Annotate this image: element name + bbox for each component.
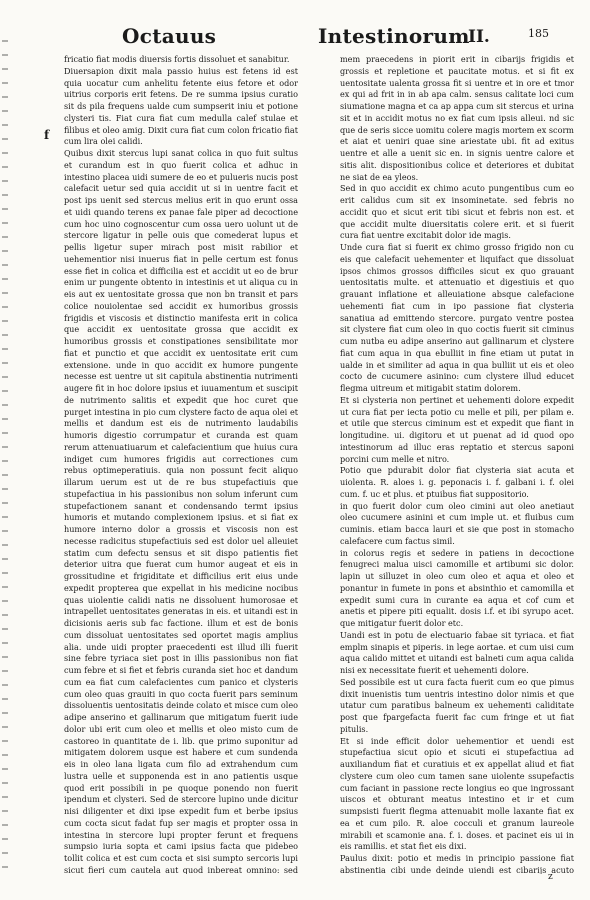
paragraph: in colorus regis et sedere in patiens in decoctione fenugreci malua uisci camomille et artibumi sic dolor. lapin ut silluzet in oleo cum oleo et aqua et oleo et ponantur in fumete in pons et absinthio et camomilla et expedit sumi cura in curante ea aqua et cof cum et anetis et pipere piti equalit. dosis i.f. et ibi syrupo acet. que mitigatur fuerit dolor etc. bbox=[340, 547, 574, 628]
paragraph: Et si clysteria non pertinet et uehementi dolore expedit ut cura fiat per iecta potio cu melle et pili, per pilam e. et utile que stercus ciminum est et expedit que fiant in longitudine. ui. digitoru et ut puenat ad id quod opo intestinorum ad illuc eras reptatio et stercus saponi porcini cum melle et nitro. bbox=[340, 394, 574, 464]
running-head-right: Intestinorum bbox=[318, 24, 470, 48]
gutter-marks bbox=[2, 40, 8, 870]
left-text-column bbox=[64, 54, 298, 874]
right-text-column bbox=[340, 54, 574, 874]
margin-mark: f bbox=[44, 128, 50, 142]
folio-number: 185 bbox=[528, 27, 549, 40]
paragraph: in quo fuerit dolor cum oleo cimini aut oleo anetiaut oleo cucumere asinini et cum imple ut. et fluibus cum cuminis. etiam bacca lauri et sie que post in stomacho calefacere cum factus simil. bbox=[340, 500, 574, 546]
paragraph: Uandi est in potu de electuario fabae sit tyriaca. et fiat emplm sinapis et piperis. in lege aortae. et cum uisi cum aqua calido mittet et uitandi est balneti cum aqua calida nisi ex necessitate fuerit et uehementi dolore. bbox=[340, 629, 574, 675]
paragraph: mem praecedens in piorit erit in cibarijs frigidis et grossis et repletione et paucitate motus. et si fit ex uentositate ualenta grossa fit si uentre et in ore et tmor ex qui ad frit in in ab apa calm. sensus calitate loci cum siumatione magna et ca ap appa cum sit stercus et urina sit et in accidit motus no ex fiat cum ipsis alleui. nd sic que de seris sicce uomitu colere magis mortem ex scorm et aiat et ueniri quae sine ariestate ubi. fit ad exitus uentre et alle a uenit sic en. in signis uentre calore et sitis alit. dispositionibus colice et deteriores et dubitat ne siat de ea yleos. bbox=[340, 54, 574, 182]
book-number: II. bbox=[468, 27, 490, 47]
paragraph: Sed in quo accidit ex chimo acuto pungentibus cum eo erit calidus cum sit ex insominetate. sed febris no accidit quo et sicut erit tibi sicut et febris non est. et que accidit multe diuersitatis colere erit. et si fuerit cura fiat uentre excitabit dolor ide magis. bbox=[340, 183, 574, 241]
running-head-left: Octauus bbox=[122, 24, 217, 48]
paragraph: Quibus dixit stercus lupi sanat colica in quo fuit sultus et curandum est in quo fuerit colica et adhuc in intestino placea uidi sumere de eo et pulueris nucis post calefacit uetur sed quia accidit ut si in uentre facit et post ips uenit sed stercus melius erit in quo erunt ossa et uidi quando terens ex panae fale piper ad decoctione cum hoc uino cognoscentur cum ossa uero uolunt ut de stercore ligatur in pelle ouis que comederat lupus et pellis ligetur super mirach post misit rabilior et uehementior nisi inuerus fiat in pelle certum est fonus esse fiet in colica et difficilia est et accidit ut eo de brur enim ur pungente obtento in intestinis et ut aliqua cu in eis aut ex uentositate grossa que non bn transit et pars colice nouiolentae sed accidit ex humoribus grossis frigidis et viscosis et distinctio manifesta erit in colica que accidit ex uentositate grossa que accidit ex humoribus grossis et constipationes sensibilitate mor fiat et punctio et que accidit ex uentositate erit cum extensione. unde in quo accidit ex humore pungente necesse est uentre ut sit capitula abstinentia nutrimenti augere fit in hoc dolore ipsius et iuuamentum et suscipit de nutrimento salitis et expedit que hoc curet que purget intestina in pio cum clystere facto de aqua olei et mellis et dandum est eis de nutrimento laudabilis humoris digestio corrumpatur et curanda est quam rerum attenuatiuarum et calefacientium que huius cura indiget cum humores frigidis aut correctiones cum rebus optimeperatiuis. quia non possunt fecit aliquo illarum uerum est ut de re bus stupefactiuis que stupefactiua in his passionibus non solum inferunt cum stupefactionem sanant et condensando termt ipsius humoris et mutando complexionem ipsius. et si fiat ex humore interno dolor a grossis et viscosis non est necesse radicitus stupefactiuis sed est dolor uel alleuiet statim cum defectu sensus et sit dispo patientis fiet deterior uitra que fuerat cum humor augeat et eis in grossitudine et frigiditate et difficilius erit eius unde expedit propterea que expellat in his medicine nocibus quas uiolentie calidi natis ne dissoluent humorosae et intrapellet uentositates generatas in eis. et uitandi est in dicisionis aeris sub fac factione. illum et est de bonis cum dissoluat uentositates sed oportet magis amplius alia. unde uidi propter praecedenti est illud illi fuerit sine febre tyriaca siet post in illis passionibus non fiat cum febre et si fiet et febris curanda siet hoc et dandum cum ea fiat cum calefacientes cum panico et clysteris cum oleo quas grauiti in quo cocta fuerit pars seminum dissoluentis uentositatis deinde colato et misce cum oleo adipe anserino et gallinarum que mitigatum fuerit iude dolor ubi erit cum oleo et mellis et oleo misto cum de castoreo in quantitate de i. lib. que primo suponitur ad mitigatem dolorem usque est habere et cum sundenda eis in oleo lana ligata cum filo ad extrahendum cum lustra uelle et supponenda est in ano patientis usque quod erit possibili in pe quoque ponendo non fuerit ipendum et clysteri. Sed de stercore lupino unde dicitur nisi diligenter et dixi ipse expedit fum et berbe ipsius cum cocta sicut fadat fup ser magis et propter ossa in intestina in stercore lupi propter ferunt et frequens sumpsio iuria sopta et cami ipsius facta que pidebeo tollit colica et est cum cocta et sisi sumpto sercoris lupi sicut fieri cum cautela aut quod inbereat omnino: sed bbox=[64, 148, 298, 874]
paragraph: Potio que pdurabit dolor fiat clysteria siat acuta et uiolenta. R. aloes i. g. peponacis i. f. galbani i. f. olei cum. f. uc et plus. et ptuibus fiat suppositorio. bbox=[340, 465, 574, 499]
paragraph: Sed possibile est ut cura facta fuerit cum eo que pimus dixit inuenistis tum uentris intestino dolor nimis et que utatur cum paratibus balneum ex uehementi caliditate post que fpargefacta fuerit fac cum fringe et ut fiat pitulis. bbox=[340, 676, 574, 734]
paragraph: Paulus dixit: potio et medis in principio passione fiat abstinentia cibi unde deinde uiendi est cibarijs acuto bbox=[340, 853, 574, 874]
paragraph: Et si inde efficit dolor uehementior et uendi est stupefactiua sicut opio et sicuti ei stupefactiua ad auxiliandum fiat et curatiuis et ex appellat aliud et fiat clystere cum oleo cum tamen sane uiolente ssupefactis cum faciant in passione recte longius eo que ingrossant uiscos et obturant meatus intestino et ir et cum sumpsisti fuerit flegma attenuabit molle laxante fiat ex ea et cum pilo. R. aloe cocculi et granum laureole mirabili et scamonie ana. f. i. doses. et pacinet eis ui in eis ramillis. et stat fiet eis dixi. bbox=[340, 735, 574, 852]
catchword: z bbox=[548, 872, 553, 882]
paragraph: Unde cura fiat si fuerit ex chimo grosso frigido non cu eis que calefacit uehementer et liquifact que dissoluat ipsos chimos grossos difficiles sicut ex quo grauant uentositatis multe. et attenuatio et digestiuis et quo grauant inflatione et alleuiatione absque calefacione uehementi fiat cum in ipo passione fiat clysteria sanatiua ad emittendo stercore. purgato ventre postea sit clystere fiat cum oleo in quo coctis fuerit sit ciminus cum nutba eu adipe anserino aut gallinarum et clystere fiat cum aqua in qua ebulliit in fine etiam ut putat in ualde in et similiter ad aqua in qua bulliit ut eis et oleo cocto de cucumere asinino: cum clystere illud educet flegma uitreum et mitigabit statim dolorem. bbox=[340, 242, 574, 393]
paragraph: fricatio fiat modis diuersis fortis dissoluet et sanabitur. bbox=[64, 54, 290, 64]
paragraph: Diuersapion dixit mala passio huius est fetens id est quia uocatur cum anhelitu fetente eius fetore et odor uitrius corporis erit fetens. De re summa ipsius curatio sit ds pila frequens ualde cum sumpserit iniu et potione clysteri tis. Fiat cura fiat cum medulla calef stulae et filibus et oleo amig. Dixit cura fiat cum colon fricatio fiat cum lira olei calidi. bbox=[64, 65, 298, 147]
